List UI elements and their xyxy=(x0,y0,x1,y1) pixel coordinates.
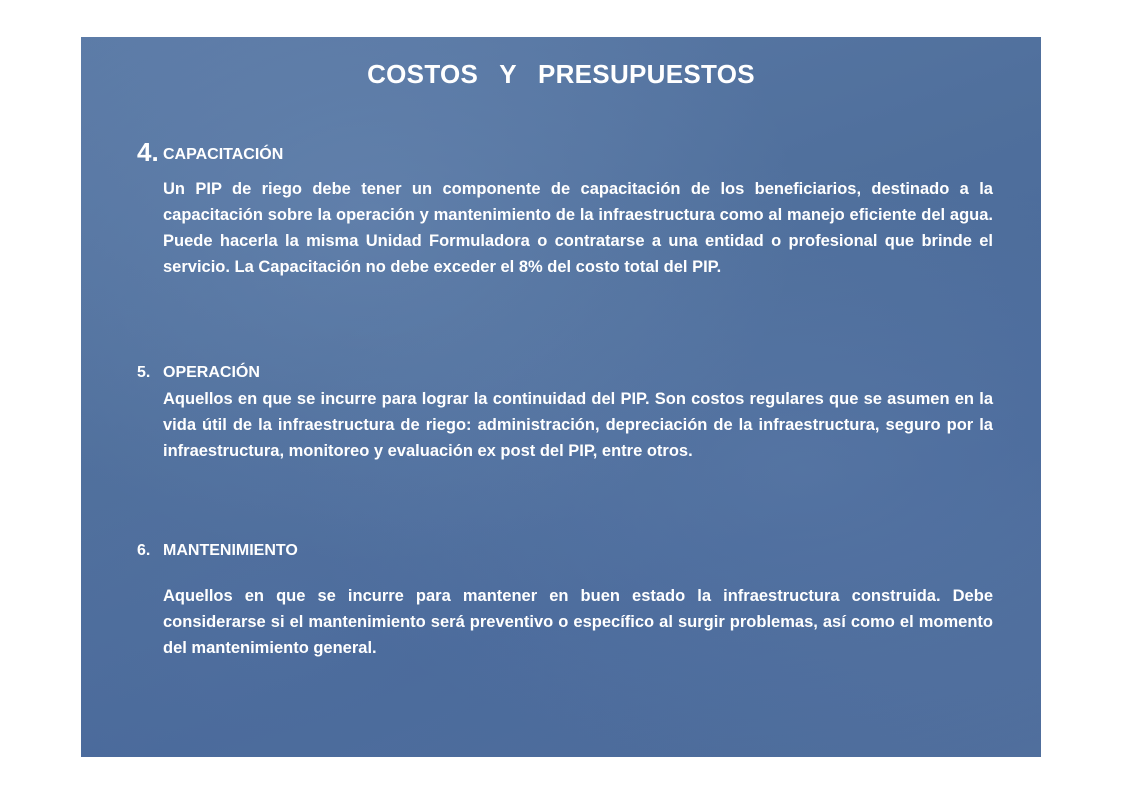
section-number-capacitacion: 4. xyxy=(137,137,159,167)
section-body-capacitacion: Un PIP de riego debe tener un componente de capacitación de los beneficiarios, destinado a la capacitación sobre la operación y mantenimiento de la infraestructura como al manejo eficiente del agua. Puede hacerla la misma Unidad Formuladora o contratarse a una entidad o profesional que brinde el servicio. La Capacitación no debe exceder el 8% del costo total del PIP. xyxy=(163,180,993,276)
slide xyxy=(81,37,1041,757)
section-heading-mantenimiento: MANTENIMIENTO xyxy=(163,542,298,559)
section-body-operacion: Aquellos en que se incurre para lograr la continuidad del PIP. Son costos regulares que se asumen en la vida útil de la infraestructura de riego: administración, depreciación de la infraestructura, seguro por la infraestructura, monitoreo y evaluación ex post del PIP, entre otros. xyxy=(163,390,993,460)
section-number-operacion: 5. xyxy=(137,364,151,381)
section-body-mantenimiento: Aquellos en que se incurre para mantener en buen estado la infraestructura construida. Debe considerarse si el mantenimiento será preventivo o específico al surgir problemas, así como el momento del mantenimiento general. xyxy=(163,587,993,657)
section-number-mantenimiento: 6. xyxy=(137,542,151,559)
slide-title: COSTOS Y PRESUPUESTOS xyxy=(367,59,755,89)
section-heading-operacion: OPERACIÓN xyxy=(163,364,260,381)
section-heading-capacitacion: CAPACITACIÓN xyxy=(163,146,284,163)
